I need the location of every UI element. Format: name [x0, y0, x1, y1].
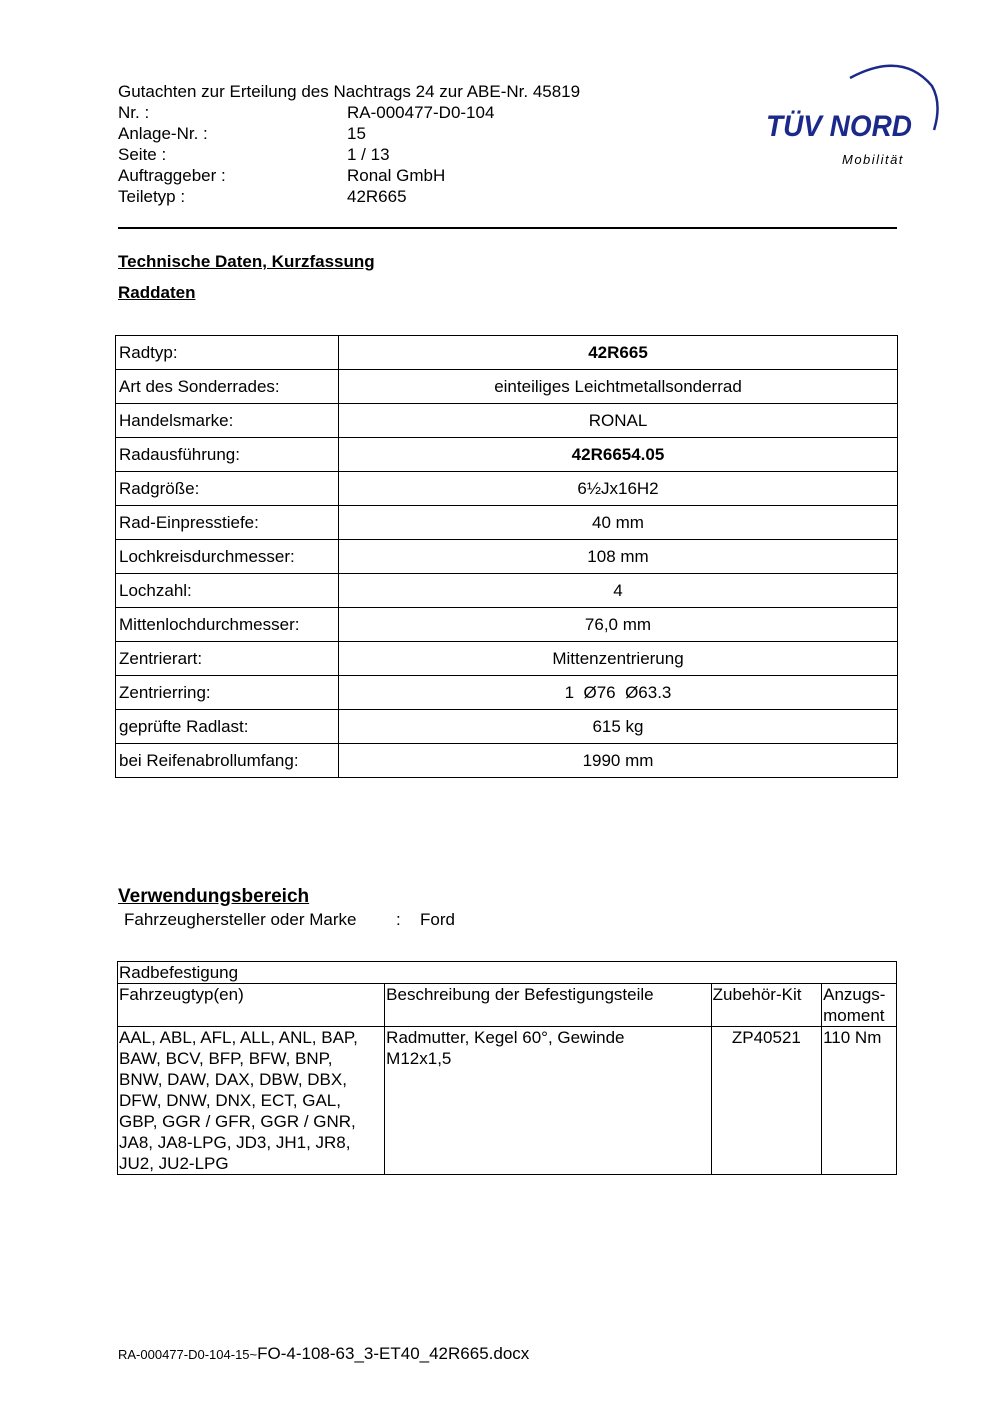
header-value: 42R665	[347, 187, 407, 206]
vehicle-types-line: JA8, JA8-LPG, JD3, JH1, JR8,	[119, 1133, 351, 1152]
table-row	[116, 540, 898, 574]
description-line: M12x1,5	[386, 1049, 452, 1068]
vehicle-types-line: AAL, ABL, AFL, ALL, ANL, BAP,	[119, 1028, 358, 1047]
table-row	[116, 744, 898, 778]
header-vehicle-types: Fahrzeugtyp(en)	[118, 984, 385, 1027]
table-row	[118, 1027, 897, 1175]
header-torque: Anzugs- moment	[822, 984, 897, 1027]
footer	[118, 1344, 529, 1364]
section-title-wheel-data: Raddaten	[118, 283, 196, 302]
row-key: Lochzahl:	[116, 574, 339, 608]
header-row-teiletyp	[118, 186, 580, 207]
row-key: Handelsmarke:	[116, 404, 339, 438]
vehicle-types-cell	[118, 1027, 385, 1175]
tuv-nord-logo	[762, 56, 942, 171]
mounting-table	[117, 961, 897, 1175]
report-title: Gutachten zur Erteilung des Nachtrags 24 zur ABE-Nr. 45819	[118, 82, 581, 101]
row-key: Radtyp:	[116, 336, 339, 370]
row-key: Mittenlochdurchmesser:	[116, 608, 339, 642]
footer-prefix: RA-000477-D0-104-15~	[118, 1347, 258, 1362]
row-value: 108 mm	[339, 540, 898, 574]
row-value: Mittenzentrierung	[339, 642, 898, 676]
torque-cell: 110 Nm	[822, 1027, 897, 1175]
table-row	[116, 642, 898, 676]
table-caption-row	[118, 962, 897, 984]
document-header	[118, 81, 580, 207]
logo-brand: TÜV NORD	[766, 110, 912, 143]
table-row	[116, 370, 898, 404]
logo-subtitle: Mobilität	[842, 152, 904, 167]
row-key: geprüfte Radlast:	[116, 710, 339, 744]
table-caption: Radbefestigung	[118, 962, 897, 984]
row-value: 42R665	[339, 336, 898, 370]
vehicle-types-line: JU2, JU2-LPG	[119, 1154, 229, 1173]
vehicle-types-line: BAW, BCV, BFP, BFW, BNP,	[119, 1049, 333, 1068]
header-label: Auftraggeber :	[118, 166, 226, 185]
description-line: Radmutter, Kegel 60°, Gewinde	[386, 1028, 625, 1047]
table-row	[116, 710, 898, 744]
table-row	[116, 676, 898, 710]
row-key: Zentrierring:	[116, 676, 339, 710]
header-row-nr	[118, 102, 580, 123]
row-key: Rad-Einpresstiefe:	[116, 506, 339, 540]
header-row-seite	[118, 144, 580, 165]
row-value: RONAL	[339, 404, 898, 438]
header-value: Ronal GmbH	[347, 166, 446, 185]
vehicle-types-line: BNW, DAW, DAX, DBW, DBX,	[119, 1070, 347, 1089]
row-value: 1 Ø76 Ø63.3	[339, 676, 898, 710]
manufacturer-separator: :	[396, 910, 401, 929]
table-row	[116, 506, 898, 540]
header-divider	[118, 227, 897, 229]
row-value: 6½Jx16H2	[339, 472, 898, 506]
header-label: Teiletyp :	[118, 187, 186, 206]
table-header-row	[118, 984, 897, 1027]
row-value: 1990 mm	[339, 744, 898, 778]
table-row	[116, 608, 898, 642]
row-key: Zentrierart:	[116, 642, 339, 676]
header-label: Anlage-Nr. :	[118, 124, 208, 143]
usage-title: Verwendungsbereich	[118, 886, 310, 907]
footer-filename: FO-4-108-63_3-ET40_42R665.docx	[257, 1344, 530, 1363]
table-row	[116, 336, 898, 370]
row-key: Radgröße:	[116, 472, 339, 506]
row-value: 76,0 mm	[339, 608, 898, 642]
section-title-technical: Technische Daten, Kurzfassung	[118, 252, 375, 271]
vehicle-types-line: GBP, GGR / GFR, GGR / GNR,	[119, 1112, 356, 1131]
header-value: 15	[347, 124, 366, 143]
kit-cell: ZP40521	[711, 1027, 821, 1175]
row-key: Art des Sonderrades:	[116, 370, 339, 404]
row-value: 4	[339, 574, 898, 608]
table-row	[116, 438, 898, 472]
manufacturer-label: Fahrzeughersteller oder Marke	[124, 910, 357, 929]
wheel-data-table	[115, 335, 898, 778]
header-label: Seite :	[118, 145, 167, 164]
table-row	[116, 472, 898, 506]
row-value: 615 kg	[339, 710, 898, 744]
row-key: bei Reifenabrollumfang:	[116, 744, 339, 778]
table-row	[116, 404, 898, 438]
header-value: RA-000477-D0-104	[347, 103, 495, 122]
description-cell	[385, 1027, 711, 1175]
header-row-auftraggeber	[118, 165, 580, 186]
row-key: Lochkreisdurchmesser:	[116, 540, 339, 574]
header-value: 1 / 13	[347, 145, 390, 164]
row-key: Radausführung:	[116, 438, 339, 472]
row-value: einteiliges Leichtmetallsonderrad	[339, 370, 898, 404]
table-row	[116, 574, 898, 608]
header-kit: Zubehör-Kit	[711, 984, 821, 1027]
vehicle-types-line: DFW, DNW, DNX, ECT, GAL,	[119, 1091, 341, 1110]
header-row-anlage	[118, 123, 580, 144]
header-label: Nr. :	[118, 103, 150, 122]
header-description: Beschreibung der Befestigungsteile	[385, 984, 711, 1027]
row-value: 40 mm	[339, 506, 898, 540]
manufacturer-value: Ford	[420, 910, 455, 929]
manufacturer-line	[124, 910, 455, 930]
row-value: 42R6654.05	[339, 438, 898, 472]
